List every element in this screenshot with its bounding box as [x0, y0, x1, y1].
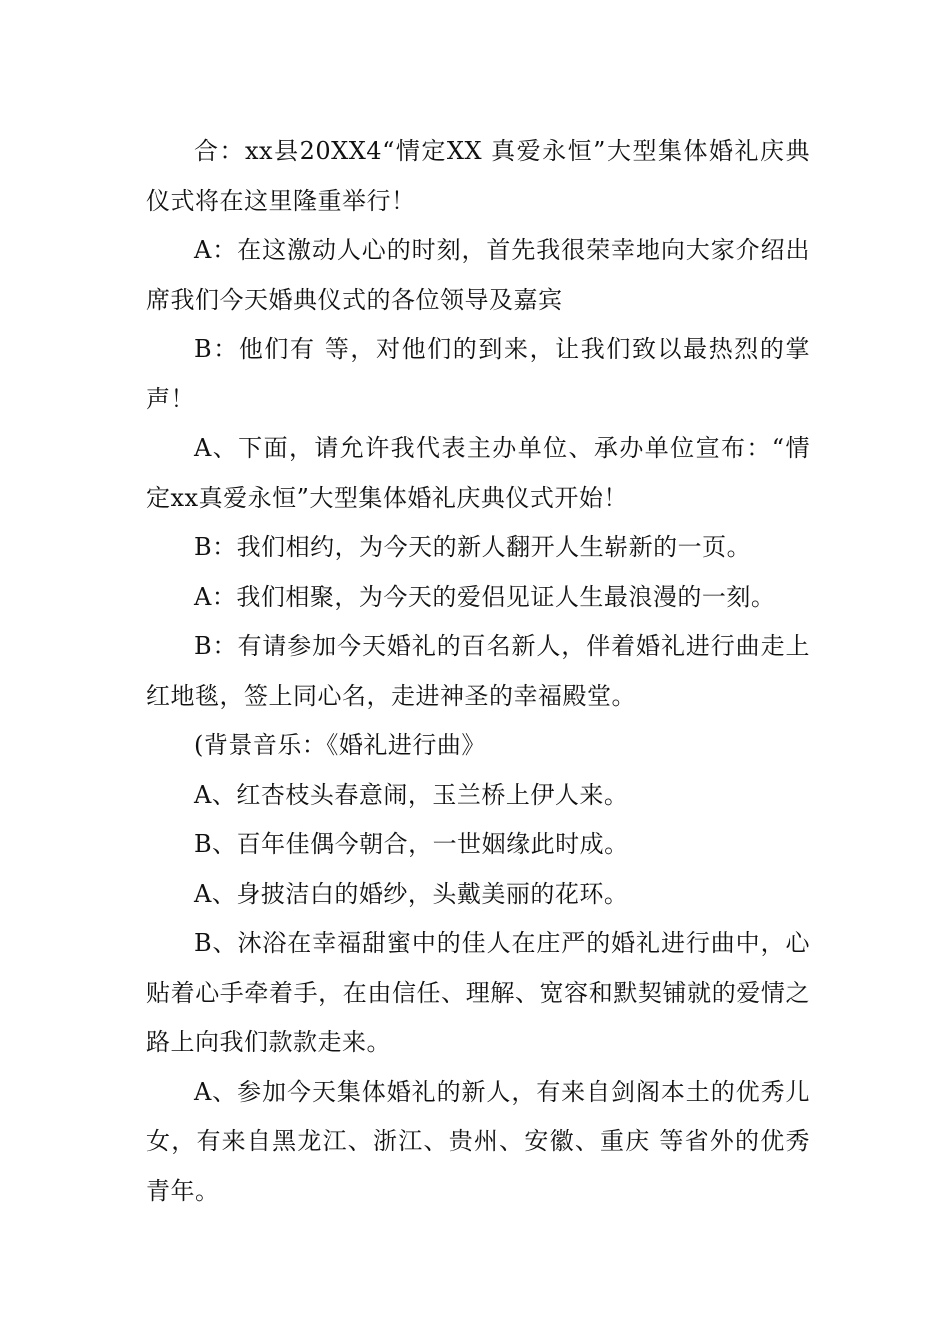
paragraph-ceremony-start: A、下面，请允许我代表主办单位、承办单位宣布：“情定xx真爱永恒”大型集体婚礼庆典仪式开始！ — [146, 434, 810, 512]
paragraph-couples-enter: B：有请参加今天婚礼的百名新人，伴着婚礼进行曲走上红地毯，签上同心名，走进神圣的幸福殿堂。 — [146, 632, 810, 710]
paragraph-background-music: (背景音乐：《婚礼进行曲》 — [194, 731, 486, 759]
paragraph-introduce-guests: A：在这激动人心的时刻，首先我很荣幸地向大家介绍出席我们今天婚典仪式的各位领导及嘉宾 — [146, 236, 810, 314]
paragraph-new-page: B：我们相约，为今天的新人翻开人生崭新的一页。 — [194, 533, 752, 561]
paragraph-participants: A、参加今天集体婚礼的新人，有来自剑阁本土的优秀儿女，有来自黑龙江、浙江、贵州、安徽、重庆 等省外的优秀青年。 — [146, 1077, 810, 1205]
paragraph-verse-3: A、身披洁白的婚纱，头戴美丽的花环。 — [194, 879, 629, 908]
paragraph-procession: B、沐浴在幸福甜蜜中的佳人在庄严的婚礼进行曲中，心贴着心手牵着手，在由信任、理解、宽容和默契铺就的爱情之路上向我们款款走来。 — [146, 929, 810, 1056]
paragraph-romantic-moment: A：我们相聚，为今天的爱侣见证人生最浪漫的一刻。 — [194, 582, 776, 611]
paragraph-applause: B：他们有 等，对他们的到来，让我们致以最热烈的掌声！ — [146, 335, 810, 413]
paragraph-verse-2: B、百年佳偶今朝合，一世姻缘此时成。 — [194, 830, 629, 858]
paragraph-opening-announcement: 合：xx县20XX4“情定XX 真爱永恒”大型集体婚礼庆典仪式将在这里隆重举行！ — [146, 137, 810, 215]
document-body — [146, 127, 810, 1216]
paragraph-verse-1: A、红杏枝头春意闹，玉兰桥上伊人来。 — [194, 780, 629, 809]
